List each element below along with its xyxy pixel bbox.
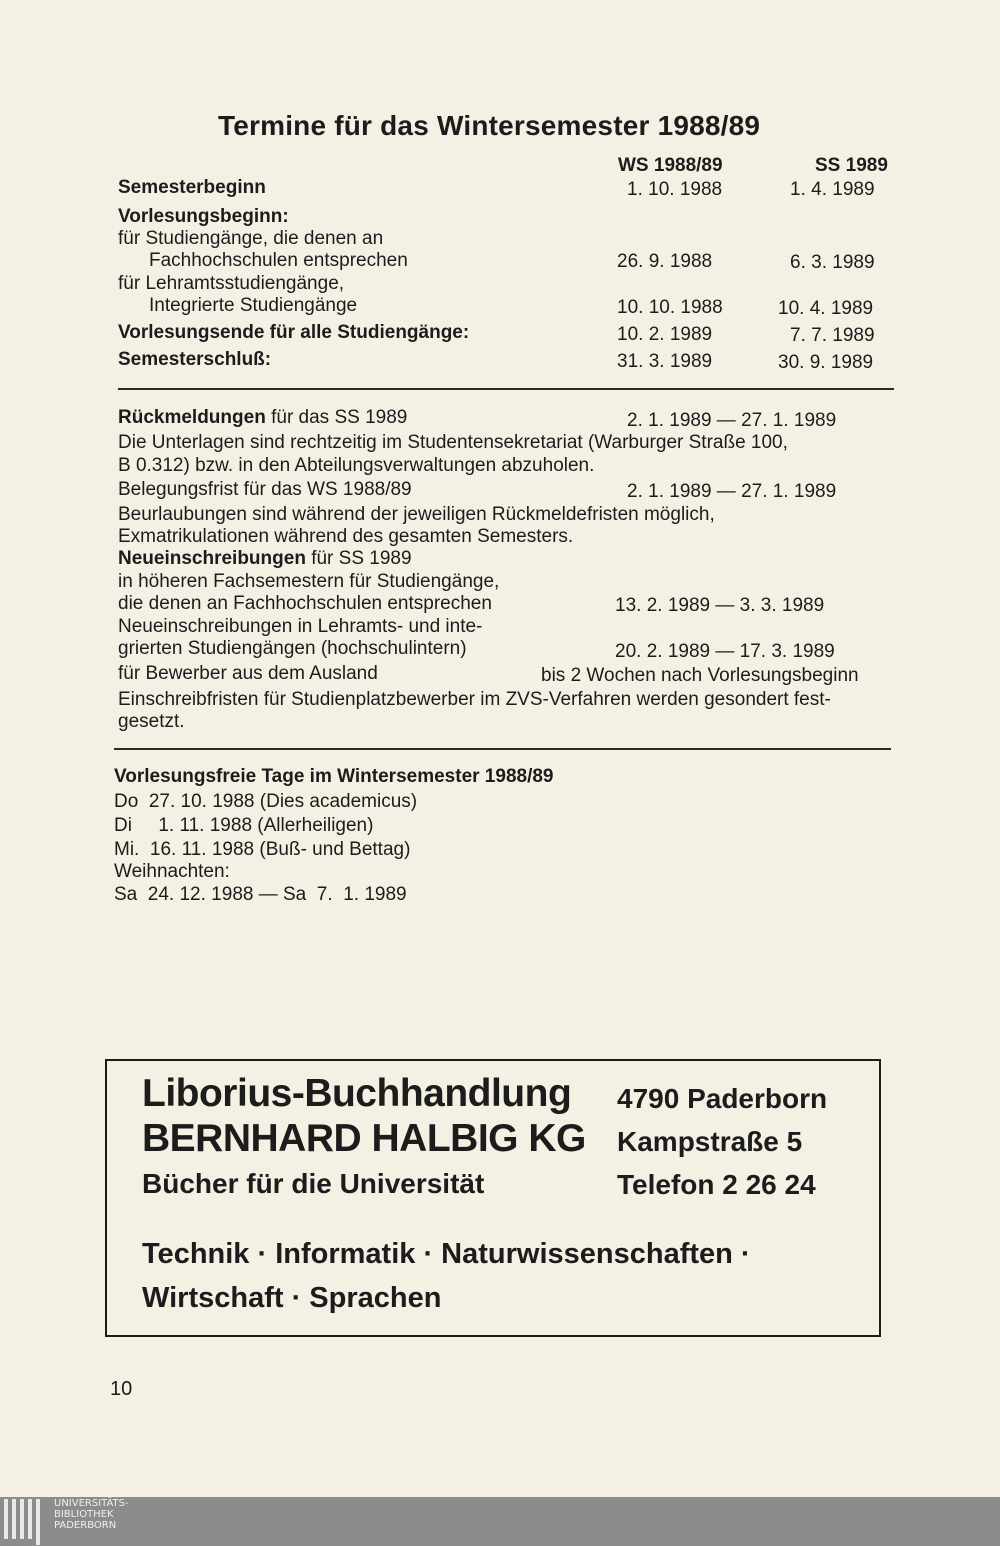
rueck-heading-bold: Rückmeldungen (118, 407, 266, 428)
beleg-dates: 2. 1. 1989 — 27. 1. 1989 (627, 481, 837, 502)
rueck-heading (118, 406, 407, 429)
schedule-ws-date: 10. 10. 1988 (617, 297, 723, 318)
schedule-label: Semesterbeginn (118, 177, 266, 198)
frei-line: Sa 24. 12. 1988 — Sa 7. 1. 1989 (114, 884, 407, 905)
library-footer (0, 1497, 1000, 1546)
schedule-ws-date: 31. 3. 1989 (617, 351, 713, 372)
schedule-label: Fachhochschulen entsprechen (149, 250, 408, 271)
page-title: Termine für das Wintersemester 1988/89 (218, 110, 761, 141)
ad-topics: Wirtschaft · Sprachen (142, 1282, 442, 1314)
divider (118, 388, 894, 390)
schedule-ss-date: 1. 4. 1989 (790, 179, 875, 200)
column-header-ws: WS 1988/89 (618, 155, 723, 176)
body-text: in höheren Fachsemestern für Studiengänge, (118, 571, 500, 592)
ad-shop-name: Liborius-Buchhandlung (142, 1072, 572, 1115)
ad-city: 4790 Paderborn (617, 1083, 828, 1114)
neu-heading-rest: für SS 1989 (311, 548, 412, 569)
library-name-line: BIBLIOTHEK (54, 1509, 114, 1520)
page-number: 10 (110, 1378, 133, 1400)
schedule-label: für Studiengänge, die denen an (118, 228, 384, 249)
rueck-heading-rest: für das SS 1989 (271, 407, 408, 428)
frei-line: Weihnachten: (114, 861, 230, 882)
schedule-label: Vorlesungsbeginn: (118, 206, 289, 227)
body-text: für Bewerber aus dem Ausland (118, 663, 378, 684)
schedule-label: Semesterschluß: (118, 349, 272, 370)
schedule-ws-date: 26. 9. 1988 (617, 251, 713, 272)
ad-topics: Technik · Informatik · Naturwissenschaften · (142, 1238, 751, 1270)
schedule-label: Vorlesungsende für alle Studiengänge: (118, 322, 470, 343)
body-text: grierten Studiengängen (hochschulintern) (118, 638, 467, 659)
ausland-dates: bis 2 Wochen nach Vorlesungsbeginn (541, 665, 859, 686)
schedule-ws-date: 1. 10. 1988 (627, 179, 723, 200)
schedule-ss-date: 6. 3. 1989 (790, 252, 875, 273)
frei-line: Di 1. 11. 1988 (Allerheiligen) (114, 815, 374, 836)
frei-line: Mi. 16. 11. 1988 (Buß- und Bettag) (114, 839, 411, 860)
ad-street: Kampstraße 5 (617, 1126, 803, 1157)
neu-heading-bold: Neueinschreibungen (118, 548, 306, 569)
column-header-ss: SS 1989 (815, 155, 888, 176)
library-name-line: UNIVERSITÄTS- (54, 1498, 129, 1509)
frei-line: Do 27. 10. 1988 (Dies academicus) (114, 791, 418, 812)
neu-dates: 20. 2. 1989 — 17. 3. 1989 (615, 641, 835, 662)
body-text: Beurlaubungen sind während der jeweiligen Rückmeldefristen möglich, (118, 504, 715, 525)
rueck-dates: 2. 1. 1989 — 27. 1. 1989 (627, 410, 837, 431)
body-text: die denen an Fachhochschulen entsprechen (118, 593, 492, 614)
body-text: Einschreibfristen für Studienplatzbewerber im ZVS-Verfahren werden gesondert fest- (118, 689, 831, 710)
schedule-ss-date: 10. 4. 1989 (778, 298, 874, 319)
neu-dates: 13. 2. 1989 — 3. 3. 1989 (615, 595, 825, 616)
ad-slogan: Bücher für die Universität (142, 1168, 485, 1199)
frei-heading: Vorlesungsfreie Tage im Wintersemester 1988/89 (114, 766, 554, 787)
library-logo-icon (4, 1497, 48, 1546)
divider (114, 748, 891, 750)
ad-phone: Telefon 2 26 24 (617, 1169, 816, 1200)
library-logo-text (54, 1498, 129, 1531)
schedule-ws-date: 10. 2. 1989 (617, 324, 713, 345)
schedule-label: für Lehramtsstudiengänge, (118, 273, 345, 294)
beleg-text: Belegungsfrist für das WS 1988/89 (118, 479, 412, 500)
body-text: gesetzt. (118, 711, 185, 732)
library-name-line: PADERBORN (54, 1520, 117, 1531)
neu-heading (118, 547, 412, 570)
body-text: B 0.312) bzw. in den Abteilungsverwaltungen abzuholen. (118, 455, 595, 476)
schedule-label: Integrierte Studiengänge (149, 295, 358, 316)
schedule-ss-date: 7. 7. 1989 (790, 325, 875, 346)
body-text: Neueinschreibungen in Lehramts- und inte- (118, 616, 483, 637)
schedule-ss-date: 30. 9. 1989 (778, 352, 874, 373)
body-text: Exmatrikulationen während des gesamten Semesters. (118, 526, 574, 547)
ad-company: BERNHARD HALBIG KG (142, 1117, 586, 1160)
body-text: Die Unterlagen sind rechtzeitig im Studentensekretariat (Warburger Straße 100, (118, 432, 788, 453)
